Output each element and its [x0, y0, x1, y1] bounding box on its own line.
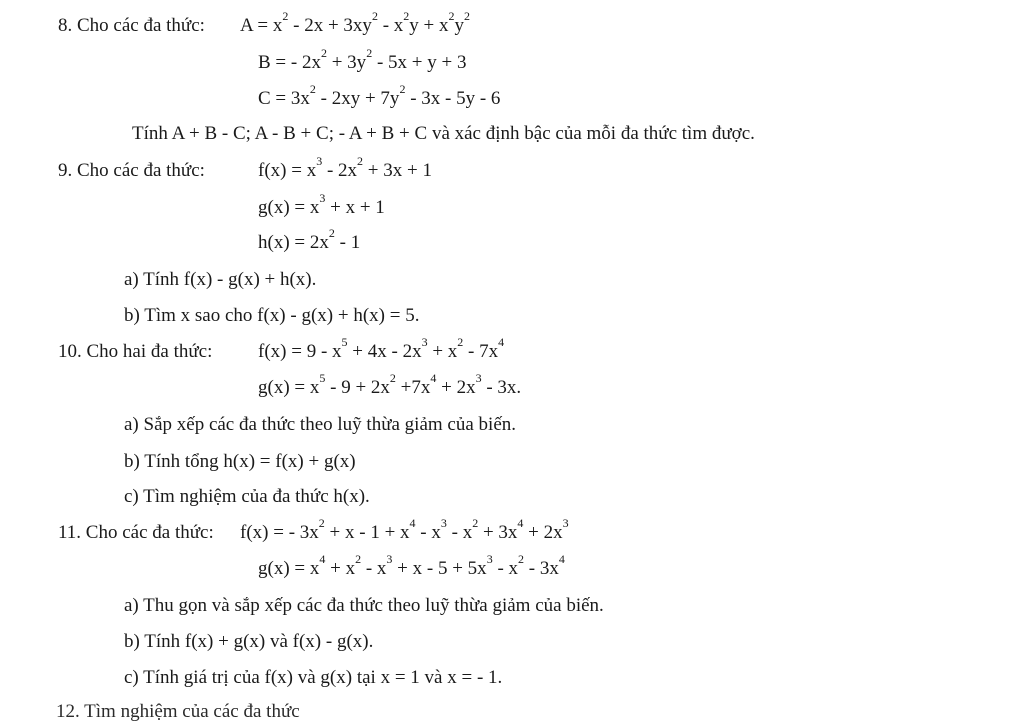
problem-9-g: $g(x) = x^3 + x + 1$: [258, 191, 385, 218]
problem-8-polynomial-a: $A = x^2 - 2x + 3xy^2 - x^2y + x^2y^2$: [240, 9, 470, 36]
problem-10-part-c: c) Tìm nghiệm của đa thức h(x).: [124, 486, 370, 507]
problem-10-part-b: b) Tính tổng h(x) = f(x) + g(x): [124, 451, 356, 472]
problem-8-lead: 8. Cho các đa thức:: [58, 15, 205, 36]
problem-11-lead: 11. Cho các đa thức:: [58, 522, 214, 543]
problem-9-part-b: b) Tìm x sao cho f(x) - g(x) + h(x) = 5.: [124, 305, 420, 326]
problem-10-part-a: a) Sắp xếp các đa thức theo luỹ thừa giảm của biến.: [124, 414, 517, 435]
problem-8-polynomial-b: B = - $2x^2 + 3y^2 - 5x + y + 3$: [258, 46, 467, 73]
problem-10-lead: 10. Cho hai đa thức:: [58, 341, 213, 362]
problem-8-task: Tính A + B - C; A - B + C; - A + B + C và xác định bậc của mỗi đa thức tìm được.: [132, 123, 755, 144]
problem-11-f: f(x) = - $3x^2 + x - 1 + x^4 - x^3 - x^2 + 3x^4 + 2x^3$: [240, 516, 569, 543]
problem-9-part-a: a) Tính f(x) - g(x) + h(x).: [124, 269, 317, 290]
problem-9-lead: 9. Cho các đa thức:: [58, 160, 205, 181]
problem-9-f: $f(x) = x^3 - 2x^2 + 3x + 1$: [258, 154, 432, 181]
problem-11-part-b: b) Tính f(x) + g(x) và f(x) - g(x).: [124, 631, 374, 652]
problem-10-f: $f(x) = 9 - x^5 + 4x - 2x^3 + x^2 - 7x^4$: [258, 335, 505, 362]
problem-11-part-c: c) Tính giá trị của f(x) và g(x) tại x = 1 và x = - 1.: [124, 667, 503, 688]
problem-12-cutoff-line: 12. Tìm nghiệm của các đa thức: [56, 701, 300, 722]
problem-9-h: $h(x) = 2x^2 - 1$: [258, 226, 361, 253]
problem-10-g: $g(x) = x^5 - 9 + 2x^2 +7x^4 + 2x^3 - 3x$.: [258, 371, 522, 398]
problem-8-polynomial-c: $C = 3x^2 - 2xy + 7y^2 - 3x - 5y - 6$: [258, 82, 501, 109]
problem-11-part-a: a) Thu gọn và sắp xếp các đa thức theo luỹ thừa giảm của biến.: [124, 595, 604, 616]
problem-11-g: $g(x) = x^4 + x^2 - x^3 + x - 5 + 5x^3 - x^2 - 3x^4$: [258, 552, 565, 579]
